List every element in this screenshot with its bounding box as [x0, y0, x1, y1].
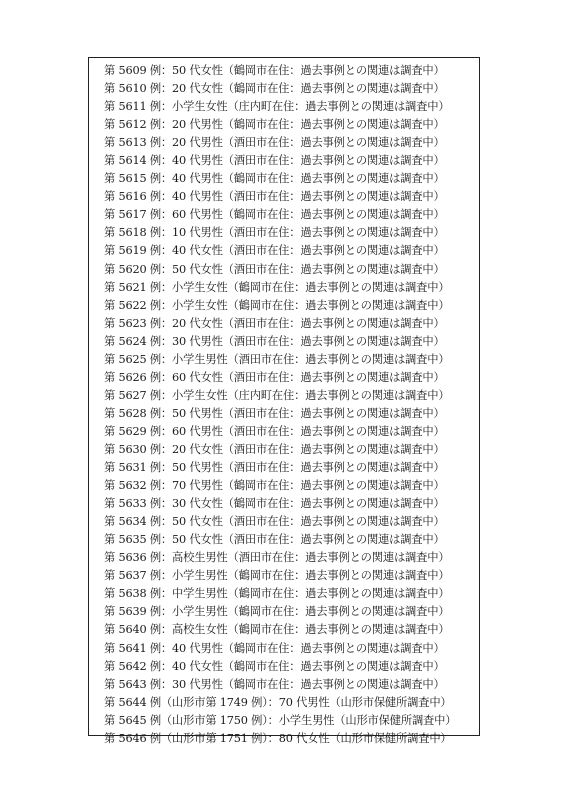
case-entry: 第 5625 例：小学生男性（酒田市在住：過去事例との関連は調査中）	[104, 352, 450, 366]
case-entry: 第 5646 例（山形市第 1751 例）：80 代女性（山形市保健所調査中）	[104, 731, 452, 745]
case-entry: 第 5629 例：60 代男性（酒田市在住：過去事例との関連は調査中）	[104, 424, 445, 438]
case-entry: 第 5609 例：50 代女性（鶴岡市在住：過去事例との関連は調査中）	[104, 64, 445, 77]
case-entry: 第 5620 例：50 代女性（酒田市在住：過去事例との関連は調査中）	[104, 262, 445, 276]
case-entry: 第 5612 例：20 代男性（鶴岡市在住：過去事例との関連は調査中）	[104, 118, 445, 132]
case-entry: 第 5633 例：30 代女性（鶴岡市在住：過去事例との関連は調査中）	[104, 497, 445, 511]
case-entry: 第 5627 例：小学生女性（庄内町在住：過去事例との関連は調査中）	[104, 388, 450, 402]
case-entry: 第 5617 例：60 代男性（鶴岡市在住：過去事例との関連は調査中）	[104, 208, 445, 222]
case-entry: 第 5645 例（山形市第 1750 例）：小学生男性（山形市保健所調査中）	[104, 713, 457, 727]
case-entry: 第 5643 例：30 代男性（鶴岡市在住：過去事例との関連は調査中）	[104, 677, 445, 691]
case-entry: 第 5613 例：20 代男性（酒田市在住：過去事例との関連は調査中）	[104, 136, 445, 150]
case-entry: 第 5611 例：小学生女性（庄内町在住：過去事例との関連は調査中）	[104, 100, 450, 114]
case-entry: 第 5618 例：10 代男性（酒田市在住：過去事例との関連は調査中）	[104, 226, 445, 240]
case-entry: 第 5639 例：小学生男性（鶴岡市在住：過去事例との関連は調査中）	[104, 605, 450, 619]
case-entry: 第 5622 例：小学生女性（鶴岡市在住：過去事例との関連は調査中）	[104, 298, 450, 312]
case-entry: 第 5630 例：20 代女性（酒田市在住：過去事例との関連は調査中）	[104, 442, 445, 456]
case-entry: 第 5637 例：小学生男性（鶴岡市在住：過去事例との関連は調査中）	[104, 569, 450, 583]
case-entry: 第 5621 例：小学生女性（鶴岡市在住：過去事例との関連は調査中）	[104, 280, 450, 294]
case-entry: 第 5632 例：70 代男性（鶴岡市在住：過去事例との関連は調査中）	[104, 479, 445, 493]
case-entry: 第 5616 例：40 代男性（酒田市在住：過去事例との関連は調査中）	[104, 190, 445, 204]
case-entry: 第 5628 例：50 代男性（酒田市在住：過去事例との関連は調査中）	[104, 406, 445, 420]
case-list	[104, 62, 480, 748]
case-entry: 第 5638 例：中学生男性（鶴岡市在住：過去事例との関連は調査中）	[104, 587, 450, 601]
case-entry: 第 5644 例（山形市第 1749 例）：70 代男性（山形市保健所調査中）	[104, 695, 452, 709]
case-entry: 第 5626 例：60 代女性（酒田市在住：過去事例との関連は調査中）	[104, 370, 445, 384]
case-entry: 第 5636 例：高校生男性（酒田市在住：過去事例との関連は調査中）	[104, 551, 450, 565]
case-entry: 第 5623 例：20 代女性（酒田市在住：過去事例との関連は調査中）	[104, 316, 445, 330]
case-entry: 第 5634 例：50 代女性（酒田市在住：過去事例との関連は調査中）	[104, 515, 445, 529]
case-entry: 第 5641 例：40 代男性（鶴岡市在住：過去事例との関連は調査中）	[104, 641, 445, 655]
case-entry: 第 5615 例：40 代男性（鶴岡市在住：過去事例との関連は調査中）	[104, 172, 445, 186]
case-entry: 第 5640 例：高校生女性（鶴岡市在住：過去事例との関連は調査中）	[104, 623, 450, 637]
case-entry: 第 5635 例：50 代女性（酒田市在住：過去事例との関連は調査中）	[104, 533, 445, 547]
case-entry: 第 5631 例：50 代男性（酒田市在住：過去事例との関連は調査中）	[104, 461, 445, 475]
case-entry: 第 5610 例：20 代女性（鶴岡市在住：過去事例との関連は調査中）	[104, 82, 445, 96]
case-entry: 第 5642 例：40 代女性（鶴岡市在住：過去事例との関連は調査中）	[104, 659, 445, 673]
case-entry: 第 5619 例：40 代女性（酒田市在住：過去事例との関連は調査中）	[104, 244, 445, 258]
case-entry: 第 5624 例：30 代男性（酒田市在住：過去事例との関連は調査中）	[104, 334, 445, 348]
case-entry: 第 5614 例：40 代男性（酒田市在住：過去事例との関連は調査中）	[104, 154, 445, 168]
